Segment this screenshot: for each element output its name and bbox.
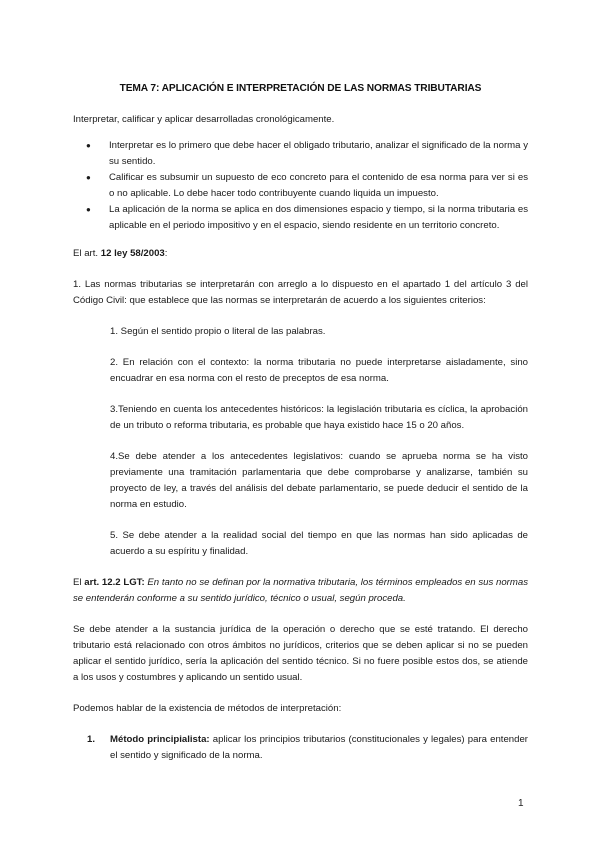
method-item-principialista (73, 732, 528, 764)
art122-quote: En tanto no se definan por la normativa tributaria, los términos empleados en sus normas se entenderán conforme a su sentido jurídico, técnico o usual, según proceda. (73, 577, 528, 604)
criterion-historicos: 3.Teniendo en cuenta los antecedentes históricos: la legislación tributaria es cíclica, la aprobación de un tributo o reforma tributaria, es probable que haya existido hace 15 o 20 años. (110, 404, 528, 431)
art122-prefix: El (73, 577, 85, 588)
metodos-intro: Podemos hablar de la existencia de métodos de interpretación: (73, 703, 342, 714)
art12-reference: 12 ley 58/2003 (100, 248, 165, 259)
list-item-interpretar: ● Interpretar es lo primero que debe hacer el obligado tributario, analizar el significado de la norma y su sentido. (73, 138, 528, 170)
intro-paragraph: Interpretar, calificar y aplicar desarrolladas cronológicamente. (73, 114, 335, 125)
criterion-realidad-social: 5. Se debe atender a la realidad social del tiempo en que las normas han sido aplicadas de acuerdo a su espíritu y finalidad. (110, 530, 528, 557)
art12-paragraph: 1. Las normas tributarias se interpretarán con arreglo a lo dispuesto en el apartado 1 del artículo 3 del Código Civil: que establece que las normas se interpretarán de acuerdo a los siguientes criterios: (73, 279, 528, 306)
document-title: TEMA 7: APLICACIÓN E INTERPRETACIÓN DE LAS NORMAS TRIBUTARIAS (119, 83, 482, 94)
method-name: Método principialista: (110, 734, 210, 745)
page-content (73, 81, 528, 764)
methods-list (73, 732, 528, 764)
art12-suffix: : (164, 248, 168, 259)
list-item-aplicacion: ● La aplicación de la norma se aplica en dos dimensiones espacio y tiempo, si la norma tributaria es aplicable en el periodo impositivo y en el espacio, siendo residente en un territorio concreto. (73, 202, 528, 234)
criterion-legislativos: 4.Se debe atender a los antecedentes legislativos: cuando se aprueba norma se ha visto previamente una tramitación parlamentaria que debe comprobarse y analizarse, también su proyecto de ley, a través del análisis del debate parlamentario, se puede deducir el sentido de la norma en estudio. (110, 451, 528, 510)
art122-reference: art. 12.2 LGT: (84, 577, 145, 588)
art12-prefix: El art. (73, 248, 101, 259)
list-item-calificar: ● Calificar es subsumir un supuesto de eco concreto para el contenido de esa norma para ver si es o no aplicable. Lo debe hacer todo contribuyente cuando liquida un impuesto. (73, 170, 528, 202)
method-text: aplicar los principios tributarios (constitucionales y legales) para entender el sentido y significado de la norma. (110, 734, 528, 761)
definitions-list (73, 138, 528, 234)
sustancia-paragraph: Se debe atender a la sustancia jurídica de la operación o derecho que se esté tratando. El derecho tributario está relacionado con otros ámbitos no jurídicos, criterios que se deben aplicar si no se pueden aplicar el sentido jurídico, sería la aplicación del sentido técnico. Si no fuere posible estos dos, se atiende a los usos y costumbres y aplicando un sentido usual. (73, 624, 528, 683)
criterion-contexto: 2. En relación con el contexto: la norma tributaria no puede interpretarse aisladamente, sino encuadrar en esa norma con el resto de preceptos de esa norma. (110, 357, 528, 384)
criterion-literal: 1. Según el sentido propio o literal de las palabras. (110, 326, 326, 337)
page-number: 1 (518, 798, 524, 809)
art12-heading (73, 246, 528, 262)
art122-paragraph (73, 575, 528, 607)
method-number: 1. (87, 734, 96, 745)
